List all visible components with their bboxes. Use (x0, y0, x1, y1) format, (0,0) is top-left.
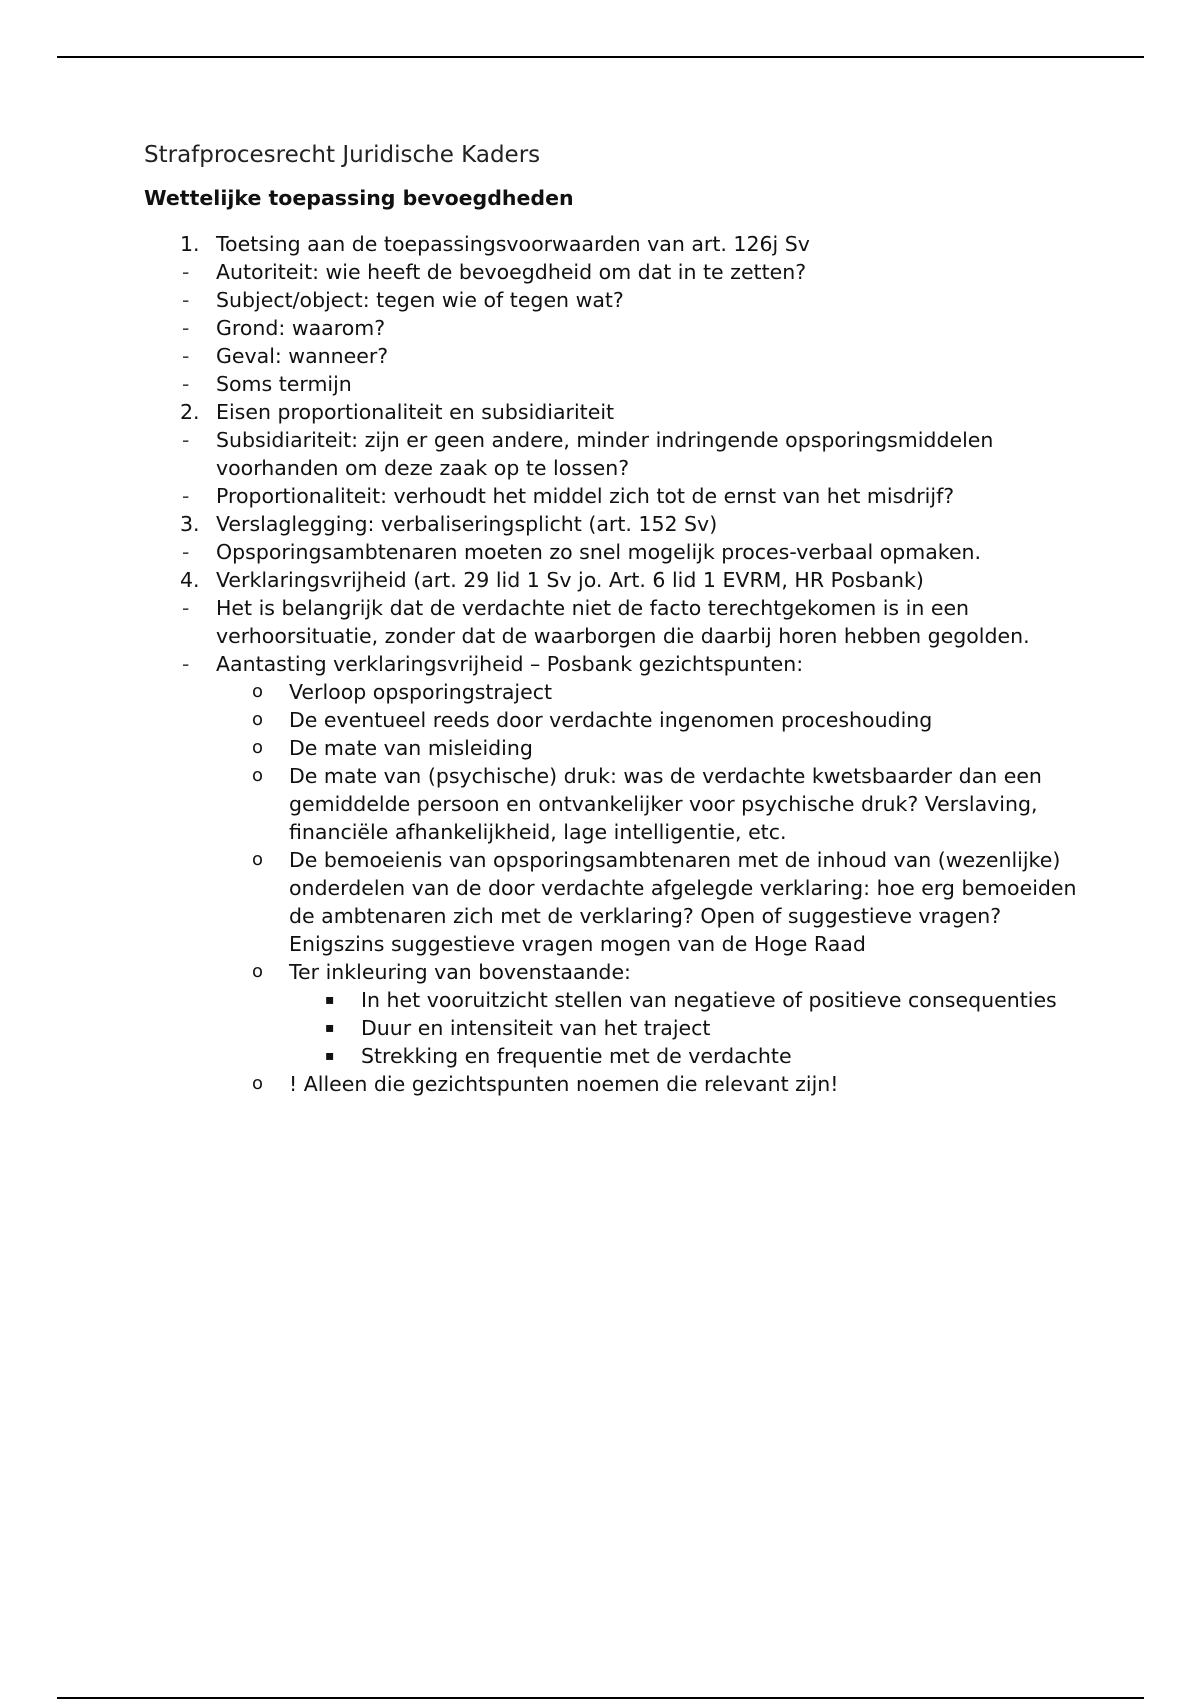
list-item-text: Aantasting verklaringsvrijheid – Posbank gezichtspunten: (216, 652, 804, 676)
sub-sub-list-item-text: In het vooruitzicht stellen van negatieve of positieve consequenties (361, 988, 1057, 1012)
list-item (144, 510, 1084, 538)
list-item-text: Subject/object: tegen wie of tegen wat? (216, 288, 624, 312)
bullet-circle-icon: o (252, 709, 264, 730)
list-item-text: Eisen proportionaliteit en subsidiariteit (216, 400, 615, 424)
list-item (144, 482, 1084, 510)
sub-list-item-text: Ter inkleuring van bovenstaande: (289, 960, 631, 984)
list-marker: - (182, 596, 190, 620)
sub-list-item-text: De eventueel reeds door verdachte ingenomen proceshouding (289, 708, 933, 732)
sub-list-item (144, 734, 1084, 762)
bullet-circle-icon: o (252, 961, 264, 982)
page-content (144, 140, 1084, 1098)
list-item-text: Het is belangrijk dat de verdachte niet de facto terechtgekomen is in een verhoorsituatie, zonder dat de waarborgen die daarbij horen hebben gegolden. (216, 596, 1030, 648)
sub-sub-list-item (144, 986, 1084, 1014)
list-marker: 4. (180, 568, 200, 592)
list-item-text: Opsporingsambtenaren moeten zo snel mogelijk proces-verbaal opmaken. (216, 540, 982, 564)
list-item (144, 650, 1084, 678)
list-marker: - (182, 652, 190, 676)
list-item (144, 538, 1084, 566)
list-item (144, 258, 1084, 286)
list-marker: - (182, 428, 190, 452)
list-marker: - (182, 288, 190, 312)
list-marker: 1. (180, 232, 200, 256)
list-item (144, 286, 1084, 314)
list-item-text: Proportionaliteit: verhoudt het middel zich tot de ernst van het misdrijf? (216, 484, 955, 508)
list-item (144, 370, 1084, 398)
sub-list-item-text: Verloop opsporingstraject (289, 680, 553, 704)
bullet-circle-icon: o (252, 849, 264, 870)
list-item (144, 230, 1084, 258)
list-item (144, 566, 1084, 594)
sub-list-item-text: ! Alleen die gezichtspunten noemen die relevant zijn! (289, 1072, 839, 1096)
bullet-circle-icon: o (252, 765, 264, 786)
bullet-circle-icon: o (252, 737, 264, 758)
sub-sub-list-item-text: Duur en intensiteit van het traject (361, 1016, 711, 1040)
list-item (144, 594, 1084, 650)
sub-list-item (144, 958, 1084, 986)
list-marker: - (182, 540, 190, 564)
section-heading: Wettelijke toepassing bevoegdheden (144, 186, 574, 210)
bullet-square-icon: ▪ (325, 1048, 335, 1064)
list-item-text: Toetsing aan de toepassingsvoorwaarden van art. 126j Sv (216, 232, 810, 256)
sub-list-item (144, 706, 1084, 734)
list-item-text: Grond: waarom? (216, 316, 386, 340)
sub-list-item-text: De mate van misleiding (289, 736, 533, 760)
bullet-square-icon: ▪ (325, 992, 335, 1008)
sub-list-item (144, 846, 1084, 958)
list-item (144, 342, 1084, 370)
sub-sub-list-item (144, 1042, 1084, 1070)
list-item-text: Autoriteit: wie heeft de bevoegdheid om dat in te zetten? (216, 260, 807, 284)
list-item (144, 426, 1084, 482)
list-item-text: Soms termijn (216, 372, 352, 396)
list-marker: - (182, 260, 190, 284)
list-item (144, 398, 1084, 426)
sub-list-item-text: De bemoeienis van opsporingsambtenaren met de inhoud van (wezenlijke) onderdelen van de door verdachte afgelegde verklaring: hoe erg bemoeiden de ambtenaren zich met de verklaring? Open of suggestieve vragen? Enigszins suggestieve vragen mogen van de Hoge Raad (289, 848, 1077, 956)
list-marker: - (182, 372, 190, 396)
bullet-circle-icon: o (252, 1073, 264, 1094)
sub-list-item (144, 678, 1084, 706)
list-item-text: Geval: wanneer? (216, 344, 389, 368)
footer-rule (57, 1697, 1144, 1699)
list-item-text: Subsidiariteit: zijn er geen andere, minder indringende opsporingsmiddelen voorhanden om deze zaak op te lossen? (216, 428, 994, 480)
list-item (144, 314, 1084, 342)
sub-list-item-text: De mate van (psychische) druk: was de verdachte kwetsbaarder dan een gemiddelde persoon en ontvankelijker voor psychische druk? Verslaving, financiële afhankelijkheid, lage intelligentie, etc. (289, 764, 1042, 844)
sub-list-item (144, 1070, 1084, 1098)
list-item-text: Verklaringsvrijheid (art. 29 lid 1 Sv jo. Art. 6 lid 1 EVRM, HR Posbank) (216, 568, 924, 592)
outline-list (144, 230, 1084, 1098)
document-title: Strafprocesrecht Juridische Kaders (144, 142, 541, 168)
list-marker: 3. (180, 512, 200, 536)
bullet-circle-icon: o (252, 681, 264, 702)
list-marker: 2. (180, 400, 200, 424)
header-rule (57, 56, 1144, 58)
list-marker: - (182, 316, 190, 340)
list-item-text: Verslaglegging: verbaliseringsplicht (art. 152 Sv) (216, 512, 718, 536)
sub-list-item (144, 762, 1084, 846)
sub-sub-list-item (144, 1014, 1084, 1042)
list-marker: - (182, 344, 190, 368)
sub-sub-list-item-text: Strekking en frequentie met de verdachte (361, 1044, 792, 1068)
bullet-square-icon: ▪ (325, 1020, 335, 1036)
list-marker: - (182, 484, 190, 508)
